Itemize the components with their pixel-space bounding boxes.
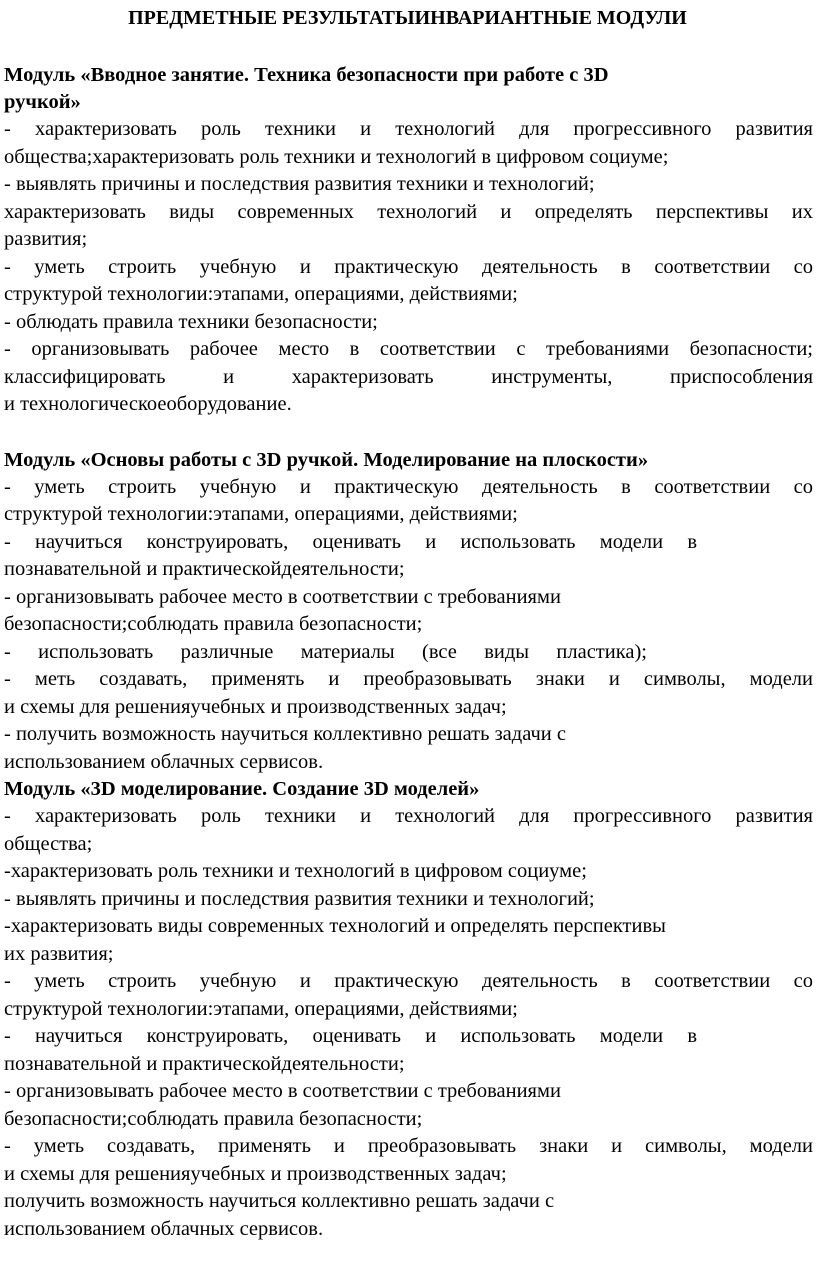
result-line: - уметь строить учебную и практическую деятельность в соответствии со (4, 255, 813, 278)
result-line: структурой технологии:этапами, операциями, действиями; (4, 997, 518, 1020)
result-line: характеризовать виды современных технологий и определять перспективы их (4, 200, 813, 223)
result-line: - использовать различные материалы (все виды пластика); (4, 640, 647, 663)
result-line: и схемы для решенияучебных и производственных задач; (4, 1162, 507, 1185)
spacer (4, 419, 813, 447)
result-line: безопасности;соблюдать правила безопасности; (4, 613, 423, 635)
result-line: - научиться конструировать, оценивать и использовать модели в (4, 1025, 697, 1047)
result-line: структурой технологии:этапами, операциями, действиями; (4, 283, 518, 305)
result-line: познавательной и практическойдеятельности; (4, 1052, 405, 1075)
result-line: - облюдать правила техники безопасности; (4, 310, 378, 333)
module-heading-cont: ручкой» (4, 91, 81, 113)
result-line: - характеризовать роль техники и технологий для прогрессивного развития (4, 805, 813, 827)
result-line: - выявлять причины и последствия развития техники и технологий; (4, 173, 595, 195)
result-line: - выявлять причины и последствия развития техники и технологий; (4, 887, 595, 910)
result-line: классифицировать и характеризовать инструменты, приспособления (4, 365, 813, 388)
result-line: - уметь строить учебную и практическую деятельность в соответствии со (4, 475, 813, 498)
result-line: развития; (4, 228, 88, 250)
result-line: использованием облачных сервисов. (4, 750, 324, 773)
result-line: использованием облачных сервисов. (4, 1217, 324, 1240)
module-heading: Модуль «Основы работы с 3D ручкой. Моделирование на плоскости» (4, 448, 649, 471)
result-line: - организовывать рабочее место в соответствии с требованиями (4, 1080, 561, 1102)
module-3d-modeling (4, 776, 813, 1243)
result-line: - уметь создавать, применять и преобразовывать знаки и символы, модели (4, 1135, 813, 1157)
result-line: -характеризовать виды современных технологий и определять перспективы (4, 915, 666, 937)
result-line: -характеризовать роль техники и технологий в цифровом социуме; (4, 860, 587, 882)
result-line: - научиться конструировать, оценивать и использовать модели в (4, 530, 697, 553)
result-line: их развития; (4, 942, 114, 965)
result-line: безопасности;соблюдать правила безопасности; (4, 1107, 423, 1130)
result-line: структурой технологии:этапами, операциями, действиями; (4, 503, 518, 525)
module-heading: Модуль «3D моделирование. Создание 3D моделей» (4, 778, 480, 800)
module-heading: Модуль «Вводное занятие. Техника безопасности при работе с 3D (4, 64, 609, 86)
result-line: - организовывать рабочее место в соответствии с требованиями (4, 585, 561, 608)
result-line: познавательной и практическойдеятельности; (4, 558, 405, 580)
result-line: общества; (4, 832, 93, 855)
result-line: - получить возможность научиться коллективно решать задачи с (4, 723, 566, 745)
module-3d-pen-basics (4, 447, 813, 777)
result-line: - уметь строить учебную и практическую деятельность в соответствии со (4, 970, 813, 992)
result-line: и схемы для решенияучебных и производственных задач; (4, 695, 507, 718)
module-intro-safety (4, 62, 813, 419)
result-line: - характеризовать роль техники и технологий для прогрессивного развития (4, 118, 813, 140)
result-line: и технологическоеоборудование. (4, 393, 292, 415)
result-line: получить возможность научиться коллективно решать задачи с (4, 1190, 555, 1212)
document-title: ПРЕДМЕТНЫЕ РЕЗУЛЬТАТЫИНВАРИАНТНЫЕ МОДУЛИ (128, 7, 687, 29)
spacer (4, 30, 813, 62)
result-line: - меть создавать, применять и преобразовывать знаки и символы, модели (4, 668, 813, 690)
result-line: общества;характеризовать роль техники и технологий в цифровом социуме; (4, 145, 669, 168)
result-line: - организовывать рабочее место в соответствии с требованиями безопасности; (4, 338, 813, 360)
